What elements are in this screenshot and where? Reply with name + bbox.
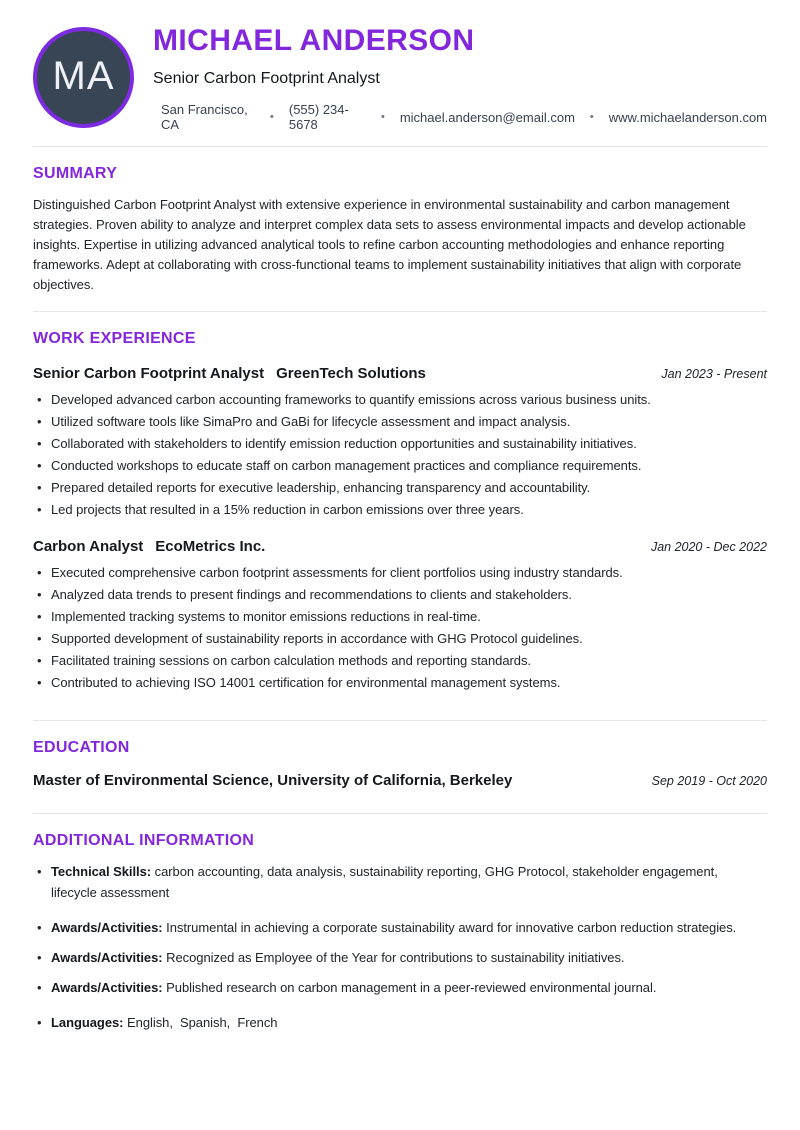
bullet-item: • Facilitated training sessions on carbon calculation methods and reporting standards. (33, 650, 767, 672)
contact-phone: (555) 234-5678 (288, 102, 349, 132)
section-divider (33, 720, 767, 721)
education-heading: EDUCATION (33, 739, 130, 756)
section-divider (33, 813, 767, 814)
contact-website: www.michaelanderson.com (608, 109, 767, 125)
info-item (33, 917, 767, 938)
info-item (33, 1012, 767, 1033)
additional-info-section (33, 832, 767, 1033)
summary-text: Distinguished Carbon Footprint Analyst with extensive experience in environmental sustainability and carbon management strategies. Proven ability to analyze and interpret complex data sets to assess environmental impacts and develop actionable insights. Expertise in utilizing advanced analytical tools to refine carbon accounting methodologies and enhance reporting frameworks. Adept at collaborating with cross-functional teams to implement sustainability initiatives that align with corporate objectives. (33, 197, 746, 292)
bullet-item: • Prepared detailed reports for executive leadership, enhancing transparency and accountability. (33, 477, 767, 499)
additional-info-heading: ADDITIONAL INFORMATION (33, 832, 255, 849)
bullet-item: • Utilized software tools like SimaPro and GaBi for lifecycle assessment and impact analysis. (33, 411, 767, 433)
bullet-item: • Supported development of sustainability reports in accordance with GHG Protocol guidelines. (33, 628, 767, 650)
header-info (153, 22, 767, 132)
job-entry (33, 365, 767, 521)
resume-header (33, 22, 767, 132)
job-title-group (33, 538, 265, 555)
info-item-label: Languages: (51, 1015, 124, 1030)
job-title: Carbon Analyst (33, 538, 144, 555)
info-item (33, 947, 767, 968)
info-item-text: Published research on carbon management in a peer-reviewed environmental journal. (166, 980, 657, 995)
contact-location: San Francisco, CA (161, 102, 248, 132)
section-divider (33, 146, 767, 147)
job-entry (33, 538, 767, 694)
bullet-item: • Analyzed data trends to present findings and recommendations to clients and stakeholders. (33, 584, 767, 606)
additional-info-list (33, 861, 767, 1033)
education-dates: Sep 2019 - Oct 2020 (651, 774, 767, 788)
info-item-label: Technical Skills: (51, 864, 152, 879)
job-bullet-list (33, 562, 767, 694)
job-title: Senior Carbon Footprint Analyst (33, 365, 265, 382)
contact-row (153, 102, 767, 132)
bullet-item: • Developed advanced carbon accounting frameworks to quantify emissions across various business units. (33, 389, 767, 411)
job-company: EcoMetrics Inc. (155, 538, 266, 555)
bullet-item: • Conducted workshops to educate staff on carbon management practices and compliance requirements. (33, 455, 767, 477)
candidate-name: MICHAEL ANDERSON (153, 24, 475, 57)
avatar (33, 27, 134, 128)
work-experience-heading: WORK EXPERIENCE (33, 330, 196, 347)
separator-dot: • (380, 111, 385, 123)
bullet-item: • Contributed to achieving ISO 14001 certification for environmental management systems. (33, 672, 767, 694)
summary-section (33, 165, 767, 295)
job-company: GreenTech Solutions (276, 365, 426, 382)
job-title-group (33, 365, 426, 382)
job-dates: Jan 2020 - Dec 2022 (650, 540, 767, 554)
bullet-item: • Executed comprehensive carbon footprint assessments for client portfolios using industry standards. (33, 562, 767, 584)
info-item-label: Awards/Activities: (51, 920, 163, 935)
job-bullet-list (33, 389, 767, 521)
info-item (33, 977, 767, 998)
info-item-label: Awards/Activities: (51, 950, 163, 965)
info-item-text: English, Spanish, French (127, 1015, 278, 1030)
education-section (33, 739, 767, 789)
avatar-initials: MA (52, 53, 115, 98)
bullet-item: • Collaborated with stakeholders to identify emission reduction opportunities and sustainability initiatives. (33, 433, 767, 455)
job-header-row (33, 365, 767, 382)
info-item-label: Awards/Activities: (51, 980, 163, 995)
info-item-text: carbon accounting, data analysis, sustainability reporting, GHG Protocol, stakeholder engagement, lifecycle assessment (51, 864, 718, 900)
bullet-item: • Implemented tracking systems to monitor emissions reductions in real-time. (33, 606, 767, 628)
info-item-text: Recognized as Employee of the Year for contributions to sustainability initiatives. (166, 950, 625, 965)
contact-email: michael.anderson@email.com (399, 109, 575, 125)
job-dates: Jan 2023 - Present (661, 367, 767, 381)
candidate-job-title: Senior Carbon Footprint Analyst (153, 70, 380, 87)
separator-dot: • (589, 111, 594, 123)
education-degree: Master of Environmental Science, University of California, Berkeley (33, 772, 513, 789)
summary-heading: SUMMARY (33, 165, 118, 182)
separator-dot: • (270, 111, 274, 123)
education-row (33, 772, 767, 789)
section-divider (33, 311, 767, 312)
info-item (33, 861, 767, 903)
info-item-text: Instrumental in achieving a corporate sustainability award for innovative carbon reduction strategies. (166, 920, 737, 935)
bullet-item: • Led projects that resulted in a 15% reduction in carbon emissions over three years. (33, 499, 767, 521)
job-header-row (33, 538, 767, 555)
work-experience-section (33, 330, 767, 694)
